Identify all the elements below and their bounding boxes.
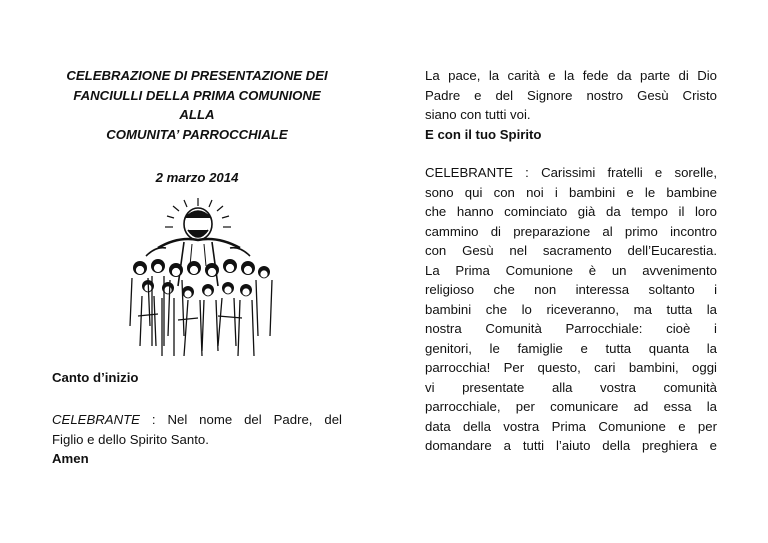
address-line: vi presentate alla vostra comunità — [425, 379, 717, 395]
celebrante-address — [425, 163, 717, 456]
congregation-response: E con il tuo Spirito — [425, 126, 542, 142]
celebrante-opening — [52, 410, 342, 469]
address-line: con Gesù nel sacramento dell’Eucarestia. — [425, 243, 717, 258]
address-line: che hanno cominciato già da tempo il loro — [425, 204, 717, 219]
amen-response: Amen — [52, 451, 89, 466]
celebrante-text: : Nel nome del Padre, del — [139, 412, 342, 427]
celebrante-text: Figlio e dello Spirito Santo. — [52, 431, 209, 447]
address-line: religioso che non interessa soltanto i — [425, 282, 717, 297]
opening-hymn-heading: Canto d’inizio — [52, 370, 139, 385]
address-line: cammino di preparazione al primo incontro — [425, 223, 717, 239]
address-line: La Prima Comunione è un avvenimento — [425, 262, 717, 278]
greeting-line: La pace, la carità e la fede da parte di Dio — [425, 68, 717, 83]
jesus-with-children-illustration — [118, 196, 278, 360]
address-line: CELEBRANTE : Carissimi fratelli e sorelle, — [425, 165, 717, 180]
celebrante-label: CELEBRANTE — [52, 412, 140, 427]
address-line: nostra Comunità Parrocchiale: cioè i — [425, 321, 717, 336]
address-line: domandare a tutti l’aiuto della preghiera e — [425, 438, 717, 453]
greeting-paragraph — [425, 66, 717, 144]
greeting-line: siano con tutti voi. — [425, 107, 531, 122]
address-line: data della vostra Prima Comunione e per — [425, 418, 717, 434]
document-title — [52, 66, 342, 144]
address-line: bambini che lo riceveranno, ma tutta la — [425, 301, 717, 317]
address-line: parrocchia! Per questo, cari bambini, oggi — [425, 360, 717, 375]
greeting-line: Padre e del Signore nostro Gesù Cristo — [425, 87, 717, 103]
title-line: FANCIULLI DELLA PRIMA COMUNIONE — [73, 87, 321, 103]
address-line: genitori, le famiglie e tutta quanta la — [425, 340, 717, 356]
event-date: 2 marzo 2014 — [155, 170, 239, 185]
address-line: parrocchiale, per comunicare ad essa la — [425, 399, 717, 414]
title-line: COMUNITA’ PARROCCHIALE — [106, 126, 288, 142]
title-line: ALLA — [179, 107, 215, 122]
address-line: sono qui con noi i bambini e le bambine — [425, 184, 717, 200]
title-line: CELEBRAZIONE DI PRESENTAZIONE DEI — [66, 68, 328, 83]
